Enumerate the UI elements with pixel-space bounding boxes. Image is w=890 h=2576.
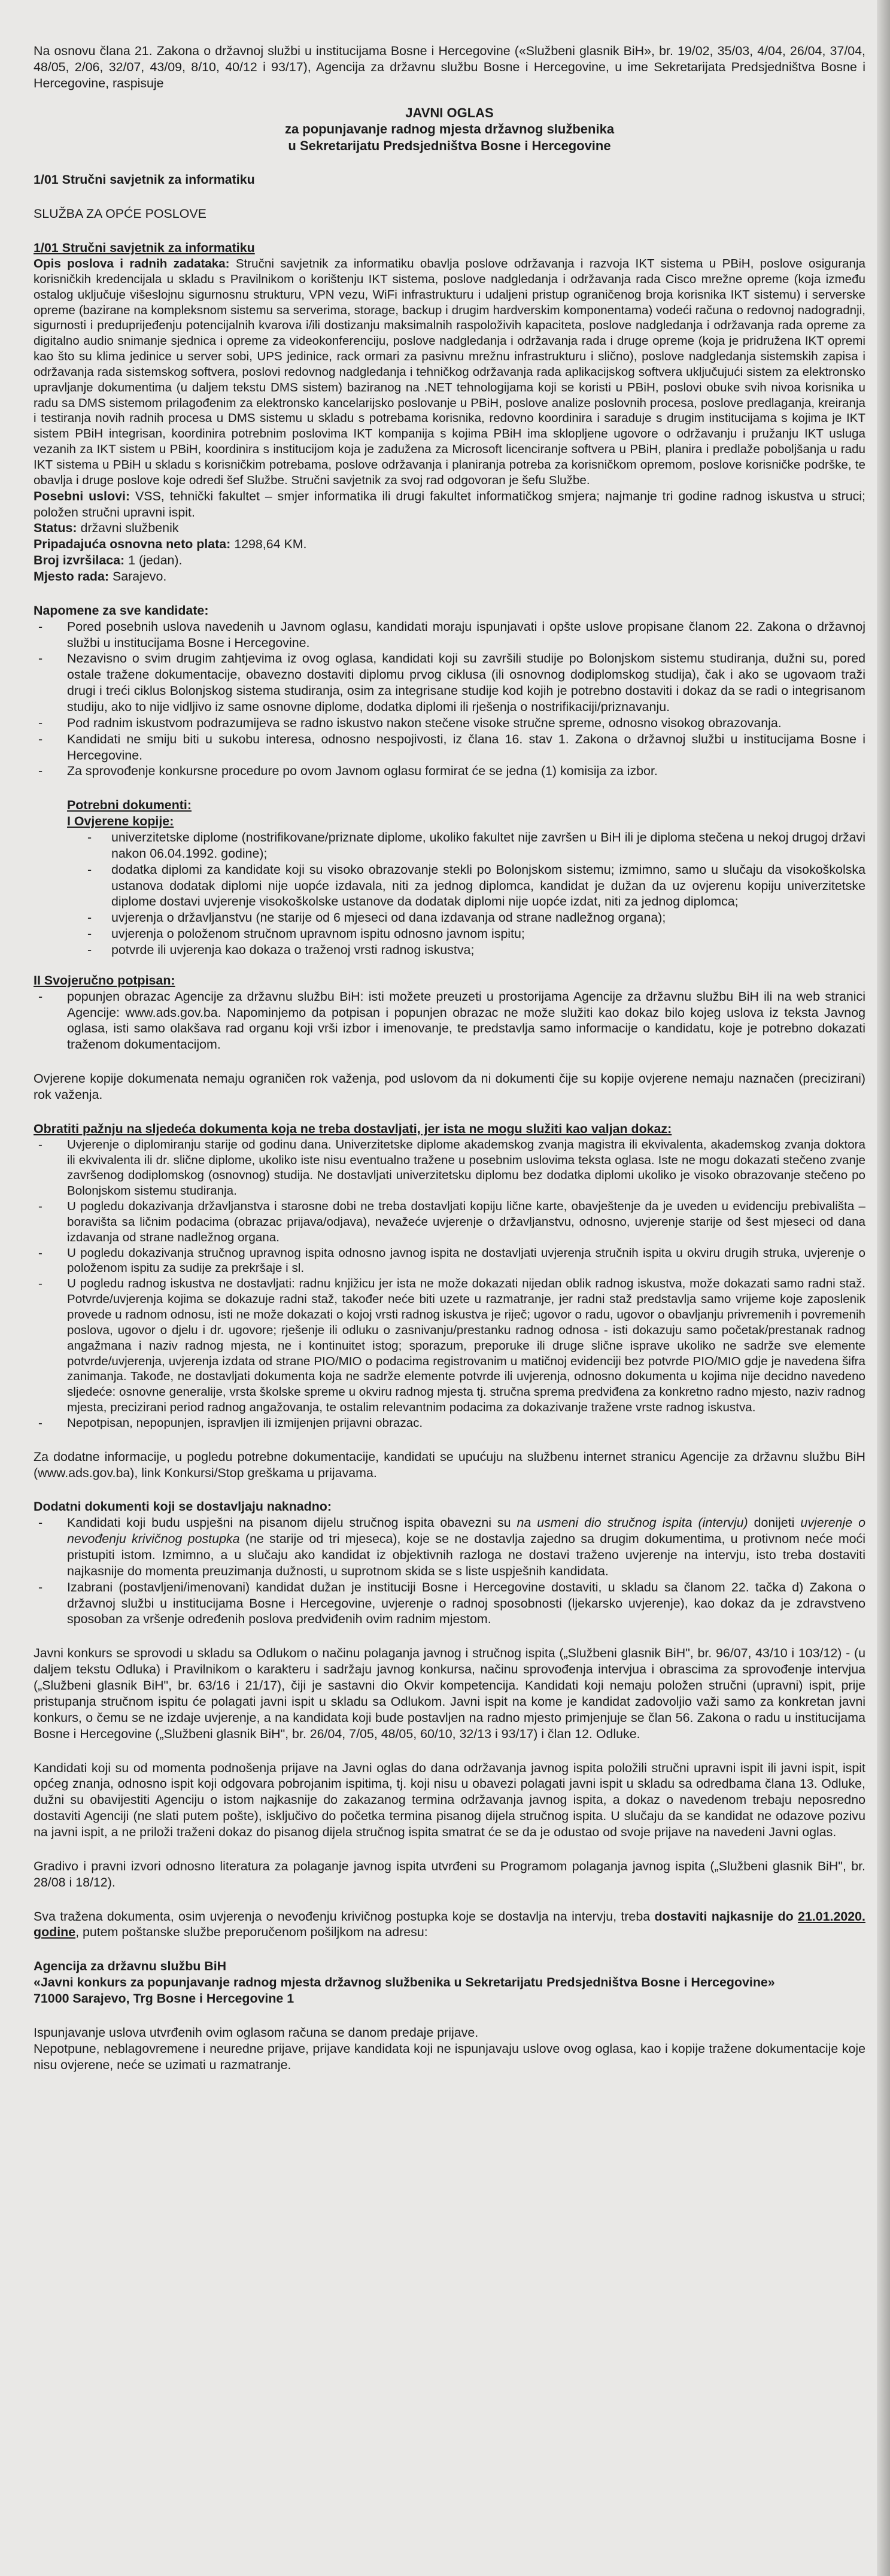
address-recipient: Agencija za državnu službu BiH xyxy=(34,1959,227,1974)
later-docs-text: donijeti xyxy=(748,1515,801,1530)
address-subject: «Javni konkurs za popunjavanje radnog mjesta državnog službenika u Sekretarijatu Predsjedništva Bosne i Hercegovine» xyxy=(34,1975,775,1990)
notes-heading: Napomene za sve kandidate: xyxy=(34,603,209,618)
ad-title-sub2: u Sekretarijatu Predsjedništva Bosne i Hercegovine xyxy=(288,138,611,153)
later-docs-text: (ne starije od tri mjeseca), koje se ne dostavlja zajedno sa drugim dokumentima, u protivnom neće moći pristupiti istom. Izmimno, a u slučaju ako kandidat iz objektivnih razloga ne dostavi traženo uvjerenje na intervju, isto treba dostaviti najkasnije do momenta preuzimanja dužnosti, u suprotnom skida se s liste uspješnih kandidata. xyxy=(67,1532,865,1578)
final-note-1: Ispunjavanje uslova utvrđenih ovim oglasom računa se danom predaje prijave. xyxy=(34,2025,479,2040)
status-line xyxy=(34,520,865,536)
submission-deadline-label: dostaviti najkasnije do xyxy=(654,1909,798,1924)
status-value: državni službenik xyxy=(77,521,179,536)
position-summary: 1/01 Stručni savjetnik za informatiku xyxy=(34,172,255,187)
document-item: - univerzitetske diplome (nostrifikovane/priznate diplome, ukoliko fakultet nije završen u BiH ili je diploma stečena u nekoj drugoj državi nakon 06.04.1992. godine); xyxy=(34,830,865,862)
document-item: - uvjerenja o položenom stručnom upravnom ispitu odnosno javnom ispitu; xyxy=(34,926,865,942)
warning-item: - U pogledu dokazivanja stručnog upravnog ispita odnosno javnog ispita ne dostavljati uvjerenja stručnih ispita u okviru drugih struka, uvjerenje o položenom ispitu za sudije za prekršaje i sl. xyxy=(34,1246,865,1277)
notes-list xyxy=(34,619,865,780)
signed-heading: II Svojeručno potpisan: xyxy=(34,973,175,988)
address-street: 71000 Sarajevo, Trg Bosne i Hercegovine 1 xyxy=(34,1991,294,2006)
warning-item: - Nepotpisan, nepopunjen, ispravljen ili izmijenjen prijavni obrazac. xyxy=(34,1415,865,1431)
status-label: Status: xyxy=(34,521,77,536)
later-docs-emphasis: uvjerenje o nevođenju krivičnog postupka xyxy=(67,1515,865,1547)
later-docs-list xyxy=(34,1515,865,1627)
salary-value: 1298,64 KM. xyxy=(230,537,307,552)
ad-title-main: JAVNI OGLAS xyxy=(405,105,494,120)
warning-item: - Uvjerenje o diplomiranju starije od godinu dana. Univerzitetske diplome akademskog zvanja magistra ili ekvivalenta, akademskog zvanja doktora ili ekvivalenta ili dr. slične diplome, ukoliko iste nisu eventualno tražene u posebnim uslovima teksta oglasa. Iste ne mogu dokazati stečeno zvanje završenog dodiplomskog (osnovnog) studija. Ne dostavljati univerzitetsku diplomu bez dodatka diplomi ukoliko je visoko obrazovanje stečeno po Bolonjskom sistemu studiranja. xyxy=(34,1137,865,1199)
submission-text-end: , putem poštanske službe preporučenom pošiljkom na adresu: xyxy=(75,1925,428,1940)
signed-item: - popunjen obrazac Agencije za državnu službu BiH: isti možete preuzeti u prostorijama Agencije za državnu službu BiH ili na web stranici Agencije: www.ads.gov.ba. Napominjemo da potpisan i popunjen obrazac ne može služiti kao dokaz bilo kojeg uslova iz teksta Javnog oglasa, isti samo olakšava rad organu koji vrši izbor i imenovanje, te predstavlja samo informacije o kandidatu, koje je potrebno dokazati traženom dokumentacijom. xyxy=(34,989,865,1053)
mailing-address xyxy=(34,1958,865,2007)
ad-title xyxy=(34,105,865,154)
workplace-line xyxy=(34,569,865,585)
certified-copies-list xyxy=(34,830,865,958)
conditions-text: VSS, tehnički fakultet – smjer informatika ili drugi fakultet informatičkog smjera; najmanje tri godine radnog iskustva u struci; položen stručni upravni ispit. xyxy=(34,488,865,520)
submission-text: Sva tražena dokumenta, osim uvjerenja o nevođenju krivičnog postupka koje se dostavlja na intervju, treba xyxy=(34,1909,655,1924)
later-docs-text: Kandidati koji budu uspješni na pisanom dijelu stručnog ispita obavezni su xyxy=(67,1515,517,1530)
copies-note: Ovjerene kopije dokumenata nemaju ograničen rok važenja, pod uslovom da ni dokumenti čije su kopije ovjerene nemaju naznačen (precizirani) rok važenja. xyxy=(34,1071,865,1102)
intro-paragraph: Na osnovu člana 21. Zakona o državnoj službi u institucijama Bosne i Hercegovine («Službeni glasnik BiH», br. 19/02, 35/03, 4/04, 26/04, 37/04, 48/05, 2/06, 32/07, 43/09, 8/10, 40/12 i 93/17), Agencija za državnu službu Bosne i Hercegovine, u ime Sekretarijata Predsjedništva Bosne i Hercegovine, raspisuje xyxy=(34,44,865,90)
exam-paragraph: Javni konkurs se sprovodi u skladu sa Odlukom o načinu polaganja javnog i stručnog ispita („Službeni glasnik BiH", br. 96/07, 43/10 i 103/12) - (u daljem tekstu Odluka) i Pravilnikom o karakteru i sadržaju javnog konkursa, načinu sprovođenja intervjua i obrascima za sprovođenje intervjua („Službeni glasnik BiH", br. 63/16 i 21/17), čiji je sastavni dio Okvir kompetencija. Kandidati koji nemaju položen stručni (upravni) ispit, prije pristupanja stručnom ispitu će polagati javni ispit u skladu sa Odlukom. Javni ispit na kome je kandidat zadovoljio važi samo za konkretan javni konkurs, o čemu se ne izdaje uvjerenje, a na kandidata koji bude postavljen na radno mjesto primjenjuje se član 56. Zakona o radu u institucijama Bosne i Hercegovine („Službeni glasnik BiH", br. 26/04, 7/05, 48/05, 60/10, 32/13 i 93/17) i član 12. Odluke. xyxy=(34,1646,865,1741)
documents-heading: Potrebni dokumenti: xyxy=(67,798,192,813)
notes-item: - Nezavisno o svim drugim zahtjevima iz ovog oglasa, kandidati koji su završili studije po Bolonjskom sistemu studiranja, dužni su, pored ostale tražene dokumentacije, obavezno dostaviti diplomu prvog ciklusa (ili osnovnog dodiplomskog studija), čak i ako se ugovaom traži drugi i treći ciklus Bolonjskog sistema studiranja, osim za integrisane studije kod kojih je potrebno dostaviti i dokaz da se radi o integrisanom studiju, ako to nije vidljivo iz same osnovne diplome, dodatka diplomi ili rješenja o nostrifikaciji/priznavanju. xyxy=(34,651,865,715)
signed-list xyxy=(34,989,865,1053)
salary-line xyxy=(34,536,865,552)
duties-paragraph xyxy=(34,256,865,488)
ad-title-sub1: za popunjavanje radnog mjesta državnog službenika xyxy=(284,121,615,137)
job-ad-page xyxy=(34,43,865,2073)
notes-item: - Pod radnim iskustvom podrazumijeva se radno iskustvo nakon stečene visoke stručne spreme, odnosno visokog obrazovanja. xyxy=(34,715,865,731)
workplace-label: Mjesto rada: xyxy=(34,569,109,584)
notes-item: - Pored posebnih uslova navedenih u Javnom oglasu, kandidati moraju ispunjavati i opšte uslove propisane članom 22. Zakona o državnoj službi u institucijama Bosne i Hercegovine. xyxy=(34,619,865,651)
page-edge-shadow xyxy=(877,0,890,2576)
salary-label: Pripadajuća osnovna neto plata: xyxy=(34,537,231,552)
final-note-2: Nepotpune, neblagovremene i neuredne prijave, prijave kandidata koji ne ispunjavaju uslove ovog oglasa, kao i kopije tražene dokumentacije koje nisu ovjerene, neće se uzimati u razmatranje. xyxy=(34,2041,865,2072)
literature-paragraph: Gradivo i pravni izvori odnosno literatura za polaganje javnog ispita utvrđeni su Programom polaganja javnog ispita („Službeni glasnik BiH", br. 28/08 i 18/12). xyxy=(34,1858,865,1890)
department-name: SLUŽBA ZA OPĆE POSLOVE xyxy=(34,206,206,221)
later-docs-item xyxy=(34,1515,865,1579)
warning-item: - U pogledu dokazivanja državljanstva i starosne dobi ne treba dostavljati kopiju lične karte, obavještenje da je uveden u evidenciju prebivališta – boravišta sa ličnim podacima (obrazac prijava/odjava), nevažeće uvjerenje o državljanstvu, odnosno, uvjerenje starije od šest mjeseci od dana izdavanja od strane nadležnog organa. xyxy=(34,1199,865,1246)
duties-label: Opis poslova i radnih zadataka: xyxy=(34,256,230,271)
position-heading: 1/01 Stručni savjetnik za informatiku xyxy=(34,241,255,256)
warning-list xyxy=(34,1137,865,1431)
workplace-value: Sarajevo. xyxy=(109,569,167,584)
later-docs-emphasis: na usmeni dio stručnog ispita (intervju) xyxy=(517,1515,748,1530)
certified-copies-heading: I Ovjerene kopije: xyxy=(67,814,174,829)
warning-item: - U pogledu radnog iskustva ne dostavljati: radnu knjižicu jer ista ne može dokazati nijedan oblik radnog iskustva, može dokazati samo radni staž. Potvrde/uvjerenja kojima se dokazuje radni staž, također neće biti uzete u razmatranje, jer radni staž predstavlja samo vrijeme koje zaposlenik provede u radnom odnosu, isti ne može dokazati o kojoj vrsti radnog iskustva je riječ; ugovor o radu, ugovor o obavljanju privremenih i povremenih poslova, ugovor o djelu i dr. ugovore; rješenje ili odluku o zasnivanju/prestanku radnog odnosa - isti dokazuju samo početak/prestanak radnog angažmana i naziv radnog mjesta, ne i kontinuitet istog; sporazum, preporuke ili druge slične isprave ukoliko ne sadrže sve elemente potvrde/uvjerenja, uvjerenja izdata od strane PIO/MIO o podacima registrovanim u matičnoj evidenciji bez potvrde PIO/MIO gdje je navedena šifra zanimanja. Takođe, ne dostavljati dokumenta koja ne sadrže elemente potvrde ili uvjerenja, odnosno dokumenta u kojima nije decidno navedeno sljedeće: osnovne generalije, vrsta školske spreme u okviru radnog mjesta tj. stručna sprema predviđena za konkretno radno mjesto, naziv radnog mjesta, precizirani period radnog angažovanja, te ostalim relevantnim podacima za dokazivanje tražene vrste radnog iskustva. xyxy=(34,1276,865,1415)
info-paragraph: Za dodatne informacije, u pogledu potrebne dokumentacije, kandidati se upućuju na službenu internet stranicu Agencije za državnu službu BiH (www.ads.gov.ba), link Konkursi/Stop greškama u prijavama. xyxy=(34,1449,865,1480)
submission-deadline-date: 21.01.2020. godine xyxy=(34,1909,865,1940)
warning-heading: Obratiti pažnju na sljedeća dokumenta koja ne treba dostavljati, jer ista ne mogu služiti kao valjan dokaz: xyxy=(34,1121,672,1136)
duties-text: Stručni savjetnik za informatiku obavlja poslove održavanja i razvoja IKT sistema u PBiH, poslove osiguranja korisničkih kredencijala u skladu s Pravilnikom o korištenju IKT sistema, poslove nadgledanja i održavanja rada Cisco mrežne opreme (koja između ostalog uključuje višeslojnu sigurnosnu strukturu, VPN vezu, WiFi infrastrukturu i udaljeni pristup ograničenog broja korisnika IKT sistemu) i serverske opreme (bazirane na kompleksnom sistemu sa serverima, storage, backup i drugim hardverskim komponentama) vodeći računa o redovnoj nadogradnji, sigurnosti i preduprijeđenju potencijalnih kvarova i/ili dostizanju maksimalnih raspoloživih kapaciteta, poslove nadgledanja i održavanja rada opreme za digitalno audio snimanje sjednica i opreme za videokonferenciju, poslove nadgledanja i održavanja rada i druge opreme (koja je pridružena IKT opremi kao što su klima jedinice u server sobi, UPS jedinice, rack ormari za pasivnu mrežnu infrastrukturu i slično), poslove nadgledanja sistemskih zapisa i održavanja rada sistemskog softvera, poslovi redovnog nadgledanja i tehničkog održavanja rada aplikacijskog softvera uključujući sistem za elektronsko upravljanje dokumentima (u daljem tekstu DMS sistem) baziranog na .NET tehnologijama koji se koristi u PBiH, poslovi obuke svih nivoa korisnika u radu sa DMS sistemom prilagođenim za elektronsko kancelarijsko poslovanje u PBiH, poslove analize poslovnih procesa, poslove predlaganja, kreiranja i testiranja novih radnih procesa u DMS sistemu u skladu s potrebama korisnika, redovno koordinira i saraduje s drugim institucijama s kojima je IKT sistem PBiH integrisan, koordinira potrebnim poslovima IKT kompanija s kojima PBiH ima sklopljene ugovore o održavanju i pružanju IKT usluga vezanih za IKT sistem u PBiH, koordinira s institucijom koja je zadužena za Microsoft licenciranje softvera u PBiH, planira i predlaže poboljšanja u radu IKT sistema u PBiH u skladu s korisničkim potrebama, poslove održavanja i planiranja potreba za korisničkom opremom, poslove korisničke podrške, te obavlja i druge poslove koje odredi šef Službe. Stručni savjetnik za svoj rad odgovoran je šefu Službe. xyxy=(34,256,865,487)
deadline-paragraph: Kandidati koji su od momenta podnošenja prijave na Javni oglas do dana održavanja javnog ispita položili stručni upravni ispit ili javni ispit, ispit općeg znanja, odnosno ispit koji odgovara pobrojanim ispitima, tj. koji nisu u obavezi polagati javni ispit u skladu sa odredbama člana 13. Odluke, dužni su obavijestiti Agenciju o istom najkasnije do zakazanog termina održavanja javnog ispita, a dokaz o navedenom trebaju neposredno dostaviti Agenciji (ne slati putem pošte), isključivo do početka termina pisanog dijela stručnog ispita. U slučaju da se kandidat ne odazove pozivu na javni ispit, a ne priloži traženi dokaz do pisanog dijela stručnog ispita smatrat će se da je odustao od svoje prijave na navedeni Javni oglas. xyxy=(34,1760,865,1839)
executors-label: Broj izvršilaca: xyxy=(34,553,125,568)
documents-section xyxy=(34,797,865,830)
conditions-label: Posebni uslovi: xyxy=(34,488,130,503)
document-item: - dodatka diplomi za kandidate koji su visoko obrazovanje stekli po Bolonjskom sistemu; izmimno, samo u slučaju da visokoškolska ustanova dodatak diplomi nije uopće izdavala, niti za jednog diplomca, kandidat je dužan da uz ovjerenu kopiju univerzitetske diplome dostavi uvjerenje visokoškolske ustanove da dodatak diplomi nije uopće izdat, niti za jednog diplomca; xyxy=(34,862,865,910)
executors-value: 1 (jedan). xyxy=(124,553,183,568)
notes-item: - Za sprovođenje konkursne procedure po ovom Javnom oglasu formirat će se jedna (1) komisija za izbor. xyxy=(34,763,865,779)
notes-item: - Kandidati ne smiju biti u sukobu interesa, odnosno nespojivosti, iz člana 16. stav 1. Zakona o državnoj službi u institucijama Bosne i Hercegovine. xyxy=(34,731,865,764)
document-item: - uvjerenja o državljanstvu (ne starije od 6 mjeseci od dana izdavanja od strane nadležnog organa); xyxy=(34,910,865,926)
conditions-paragraph xyxy=(34,488,865,521)
submission-paragraph xyxy=(34,1909,865,1941)
executors-line xyxy=(34,552,865,569)
document-item: - potvrde ili uvjerenja kao dokaza o traženoj vrsti radnog iskustva; xyxy=(34,942,865,958)
later-docs-heading: Dodatni dokumenti koji se dostavljaju naknadno: xyxy=(34,1499,332,1514)
later-docs-item: - Izabrani (postavljeni/imenovani) kandidat dužan je instituciji Bosne i Hercegovine dostaviti, u skladu sa članom 22. tačka d) Zakona o državnoj službi u institucijama Bosne i Hercegovine, uvjerenje o radnoj sposobnosti (ljekarsko uvjerenje), kao dokaz da je zdravstveno sposoban za vršenje određenih poslova predviđenih ovim radnim mjestom. xyxy=(34,1579,865,1628)
